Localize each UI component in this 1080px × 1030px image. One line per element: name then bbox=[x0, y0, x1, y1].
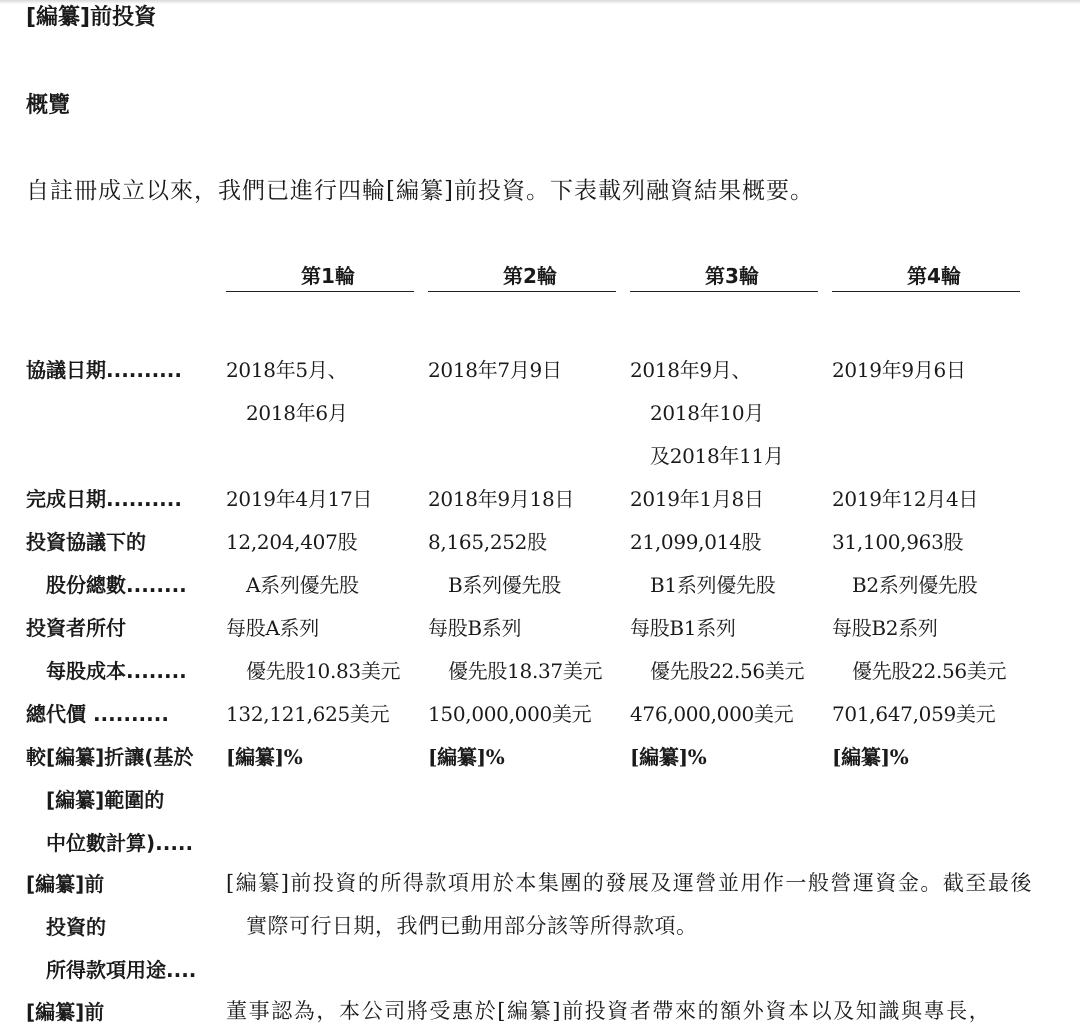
cell-cost-r4-line1: 每股B2系列 bbox=[832, 616, 938, 640]
cell-shares-r4-line1: 31,100,963股 bbox=[832, 530, 964, 554]
cell-cost-r1-line1: 每股A系列 bbox=[226, 616, 319, 640]
cell-agreement-date-r1-line2: 2018年6月 bbox=[246, 401, 348, 425]
cell-shares-r1-line2: A系列優先股 bbox=[246, 573, 359, 597]
cell-agreement-date-r3-line2: 2018年10月 bbox=[650, 401, 764, 425]
cell-total-r4: 701,647,059美元 bbox=[832, 702, 996, 726]
section-title: [編纂]前投資 bbox=[26, 5, 157, 30]
cell-shares-r2-line1: 8,165,252股 bbox=[428, 530, 547, 554]
column-header-round-1: 第1輪 bbox=[301, 264, 355, 288]
row-label-use-of-proceeds-line3: 所得款項用途.... bbox=[46, 958, 197, 982]
column-rule-3 bbox=[630, 291, 818, 292]
cell-agreement-date-r1-line1: 2018年5月、 bbox=[226, 358, 348, 382]
cell-cost-r1-line2: 優先股10.83美元 bbox=[246, 659, 401, 683]
cell-agreement-date-r4: 2019年9月6日 bbox=[832, 358, 966, 382]
cell-discount-r3: [編纂]% bbox=[630, 745, 707, 769]
row-label-shares-line1: 投資協議下的 bbox=[26, 530, 146, 554]
row-label-cost-line2: 每股成本........ bbox=[46, 659, 187, 683]
column-rule-2 bbox=[428, 291, 616, 292]
cell-shares-r3-line1: 21,099,014股 bbox=[630, 530, 762, 554]
cell-total-r1: 132,121,625美元 bbox=[226, 702, 390, 726]
column-header-round-4: 第4輪 bbox=[907, 264, 961, 288]
row-label-discount-line3: 中位數計算)..... bbox=[46, 831, 194, 855]
row-label-completion-date: 完成日期.......... bbox=[26, 487, 182, 511]
row-label-strategic-benefits-line1: [編纂]前 bbox=[26, 1000, 105, 1024]
row-label-discount-line1: 較[編纂]折讓(基於 bbox=[26, 745, 194, 769]
cell-discount-r1: [編纂]% bbox=[226, 745, 303, 769]
cell-completion-date-r2: 2018年9月18日 bbox=[428, 487, 575, 511]
strategic-benefits-text-line1: 董事認為，本公司將受惠於[編纂]前投資者帶來的額外資本以及知識與專長， bbox=[226, 999, 992, 1023]
cell-agreement-date-r3-line3: 及2018年11月 bbox=[650, 444, 784, 468]
overview-intro: 自註冊成立以來，我們已進行四輪[編纂]前投資。下表載列融資結果概要。 bbox=[26, 178, 814, 204]
cell-cost-r4-line2: 優先股22.56美元 bbox=[852, 659, 1007, 683]
cell-completion-date-r4: 2019年12月4日 bbox=[832, 487, 979, 511]
use-of-proceeds-text-line1: [編纂]前投資的所得款項用於本集團的發展及運營並用作一般營運資金。截至最後 bbox=[226, 871, 1033, 895]
cell-shares-r2-line2: B系列優先股 bbox=[448, 573, 561, 597]
row-label-total-consideration: 總代價 .......... bbox=[26, 702, 169, 726]
cell-agreement-date-r3-line1: 2018年9月、 bbox=[630, 358, 752, 382]
row-label-use-of-proceeds-line1: [編纂]前 bbox=[26, 872, 105, 896]
cell-completion-date-r1: 2019年4月17日 bbox=[226, 487, 373, 511]
cell-shares-r3-line2: B1系列優先股 bbox=[650, 573, 776, 597]
row-label-discount-line2: [編纂]範圍的 bbox=[46, 788, 165, 812]
row-label-agreement-date: 協議日期.......... bbox=[26, 358, 182, 382]
column-header-round-3: 第3輪 bbox=[705, 264, 759, 288]
page-top-edge bbox=[0, 0, 1080, 4]
column-rule-1 bbox=[226, 291, 414, 292]
cell-agreement-date-r2: 2018年7月9日 bbox=[428, 358, 562, 382]
cell-cost-r2-line2: 優先股18.37美元 bbox=[448, 659, 603, 683]
cell-shares-r1-line1: 12,204,407股 bbox=[226, 530, 358, 554]
row-label-use-of-proceeds-line2: 投資的 bbox=[46, 915, 106, 939]
cell-discount-r4: [編纂]% bbox=[832, 745, 909, 769]
cell-cost-r3-line1: 每股B1系列 bbox=[630, 616, 736, 640]
cell-completion-date-r3: 2019年1月8日 bbox=[630, 487, 764, 511]
cell-shares-r4-line2: B2系列優先股 bbox=[852, 573, 978, 597]
column-rule-4 bbox=[832, 291, 1020, 292]
row-label-cost-line1: 投資者所付 bbox=[26, 616, 126, 640]
cell-cost-r3-line2: 優先股22.56美元 bbox=[650, 659, 805, 683]
column-header-round-2: 第2輪 bbox=[503, 264, 557, 288]
cell-total-r3: 476,000,000美元 bbox=[630, 702, 794, 726]
row-label-shares-line2: 股份總數........ bbox=[46, 573, 187, 597]
cell-cost-r2-line1: 每股B系列 bbox=[428, 616, 522, 640]
cell-discount-r2: [編纂]% bbox=[428, 745, 505, 769]
cell-total-r2: 150,000,000美元 bbox=[428, 702, 592, 726]
use-of-proceeds-text-line2: 實際可行日期，我們已動用部分該等所得款項。 bbox=[246, 914, 698, 938]
overview-heading: 概覽 bbox=[26, 93, 71, 118]
